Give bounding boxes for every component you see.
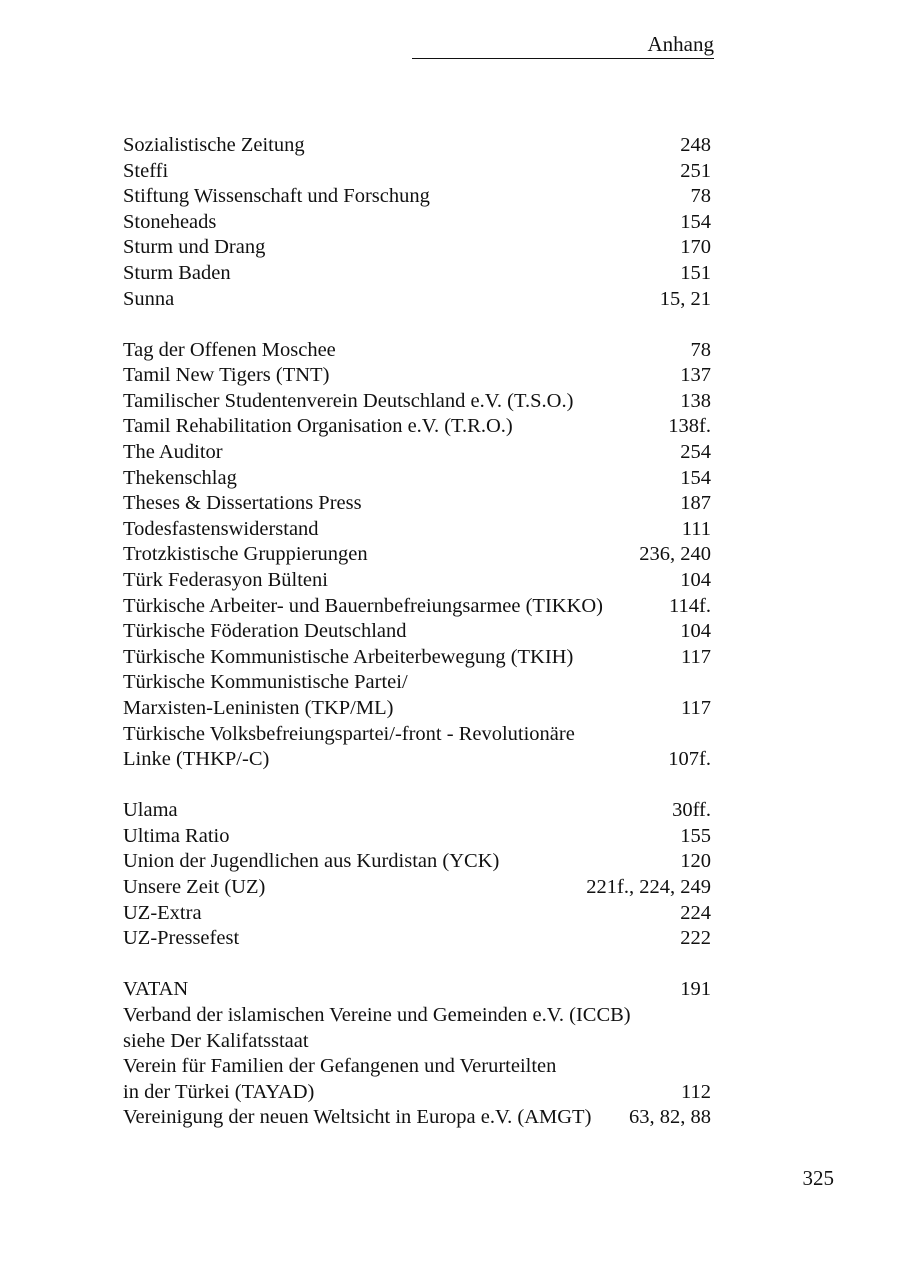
entry-term: siehe Der Kalifatsstaat: [123, 1029, 309, 1052]
entry-pages: 236, 240: [633, 542, 711, 568]
index-entry: [123, 517, 711, 543]
entry-term: Türkische Arbeiter- und Bauernbefreiungsarmee (TIKKO): [123, 594, 604, 617]
entry-pages: 107f.: [662, 747, 711, 773]
entry-term: Stiftung Wissenschaft und Forschung: [123, 185, 430, 208]
entry-term: Verband der islamischen Vereine und Gemeinden e.V. (ICCB): [123, 1003, 631, 1026]
entry-term: Trotzkistische Gruppierungen: [123, 543, 368, 566]
index-entry: [123, 901, 711, 927]
entry-pages: 221f., 224, 249: [580, 875, 711, 901]
entry-pages: 104: [674, 568, 711, 594]
entry-pages: 151: [674, 261, 711, 287]
index-entry: [123, 645, 711, 671]
entry-term: Sozialistische Zeitung: [123, 134, 305, 156]
index-entry: [123, 594, 711, 620]
entry-term: Vereinigung der neuen Weltsicht in Europa e.V. (AMGT): [123, 1106, 592, 1129]
index-entry: [123, 824, 711, 850]
running-head: Anhang: [412, 31, 714, 59]
entry-pages: 248: [674, 133, 711, 159]
entry-pages: 251: [674, 159, 711, 185]
entry-term: The Auditor: [123, 441, 223, 464]
index-entry: [123, 1054, 711, 1105]
index-group: [123, 977, 711, 1131]
entry-pages: 112: [675, 1080, 711, 1106]
entry-term: Theses & Dissertations Press: [123, 492, 362, 515]
entry-term: Ulama: [123, 799, 178, 822]
entry-term: Sturm Baden: [123, 261, 231, 284]
entry-pages: 224: [674, 901, 711, 927]
index-entry: [123, 261, 711, 287]
index-entry: [123, 722, 711, 773]
index-list: [123, 133, 711, 1156]
index-entry: [123, 1105, 711, 1131]
index-entry: [123, 466, 711, 492]
index-group: [123, 338, 711, 773]
index-entry: [123, 875, 711, 901]
index-entry: [123, 926, 711, 952]
page-number: 325: [802, 1166, 834, 1190]
entry-term: UZ-Pressefest: [123, 927, 240, 950]
entry-pages: 117: [675, 645, 711, 671]
index-entry: [123, 849, 711, 875]
entry-term: in der Türkei (TAYAD): [123, 1080, 315, 1103]
index-entry: [123, 389, 711, 415]
entry-pages: 104: [674, 619, 711, 645]
entry-term: Tamil New Tigers (TNT): [123, 364, 330, 387]
entry-term: Ultima Ratio: [123, 824, 230, 847]
entry-pages: 138f.: [662, 414, 711, 440]
entry-pages: 117: [675, 696, 711, 722]
index-entry: [123, 1003, 711, 1054]
index-entry: [123, 440, 711, 466]
entry-term: UZ-Extra: [123, 901, 202, 924]
entry-term: Union der Jugendlichen aus Kurdistan (YCK): [123, 850, 500, 873]
entry-pages: 191: [674, 977, 711, 1003]
entry-term: Sunna: [123, 287, 175, 310]
index-group: [123, 798, 711, 952]
entry-pages: 154: [674, 466, 711, 492]
index-entry: [123, 159, 711, 185]
entry-term: VATAN: [123, 978, 189, 1001]
entry-pages: 111: [676, 517, 711, 543]
entry-pages: 137: [674, 363, 711, 389]
entry-term: Sturm und Drang: [123, 236, 266, 259]
entry-pages: 154: [674, 210, 711, 236]
index-entry: [123, 977, 711, 1003]
entry-pages: 114f.: [663, 594, 711, 620]
index-entry: [123, 210, 711, 236]
entry-pages: 170: [674, 235, 711, 261]
entry-term: Türkische Volksbefreiungspartei/-front - Revolutionäre: [123, 722, 575, 745]
entry-term: Stoneheads: [123, 210, 217, 233]
entry-pages: 15, 21: [654, 287, 711, 313]
entry-pages: 120: [674, 849, 711, 875]
index-entry: [123, 619, 711, 645]
index-entry: [123, 542, 711, 568]
entry-term: Türkische Kommunistische Partei/: [123, 671, 408, 694]
entry-term: Todesfastenswiderstand: [123, 517, 319, 540]
index-entry: [123, 133, 711, 159]
index-entry: [123, 414, 711, 440]
entry-pages: 138: [674, 389, 711, 415]
index-group: [123, 133, 711, 312]
entry-pages: 254: [674, 440, 711, 466]
index-entry: [123, 491, 711, 517]
entry-term: Tamil Rehabilitation Organisation e.V. (T.R.O.): [123, 415, 513, 438]
entry-pages: 187: [674, 491, 711, 517]
entry-term: Türkische Kommunistische Arbeiterbewegung (TKIH): [123, 645, 574, 668]
entry-pages: 78: [685, 184, 712, 210]
entry-term: Türk Federasyon Bülteni: [123, 569, 328, 591]
index-entry: [123, 184, 711, 210]
entry-term: Tag der Offenen Moschee: [123, 338, 336, 361]
entry-term: Marxisten-Leninisten (TKP/ML): [123, 696, 394, 719]
index-entry: [123, 568, 711, 594]
entry-pages: 78: [685, 338, 712, 364]
entry-term: Thekenschlag: [123, 466, 237, 489]
index-entry: [123, 798, 711, 824]
index-entry: [123, 670, 711, 721]
entry-term: Verein für Familien der Gefangenen und Verurteilten: [123, 1055, 557, 1078]
entry-term: Unsere Zeit (UZ): [123, 876, 266, 899]
entry-pages: 30ff.: [666, 798, 711, 824]
index-entry: [123, 287, 711, 313]
entry-term: Steffi: [123, 159, 169, 182]
entry-pages: 63, 82, 88: [623, 1105, 711, 1131]
index-entry: [123, 363, 711, 389]
index-entry: [123, 338, 711, 364]
entry-pages: 222: [674, 926, 711, 952]
entry-term: Linke (THKP/-C): [123, 748, 270, 771]
entry-term: Tamilischer Studentenverein Deutschland e.V. (T.S.O.): [123, 389, 574, 412]
entry-pages: 155: [674, 824, 711, 850]
index-entry: [123, 235, 711, 261]
entry-term: Türkische Föderation Deutschland: [123, 620, 407, 643]
